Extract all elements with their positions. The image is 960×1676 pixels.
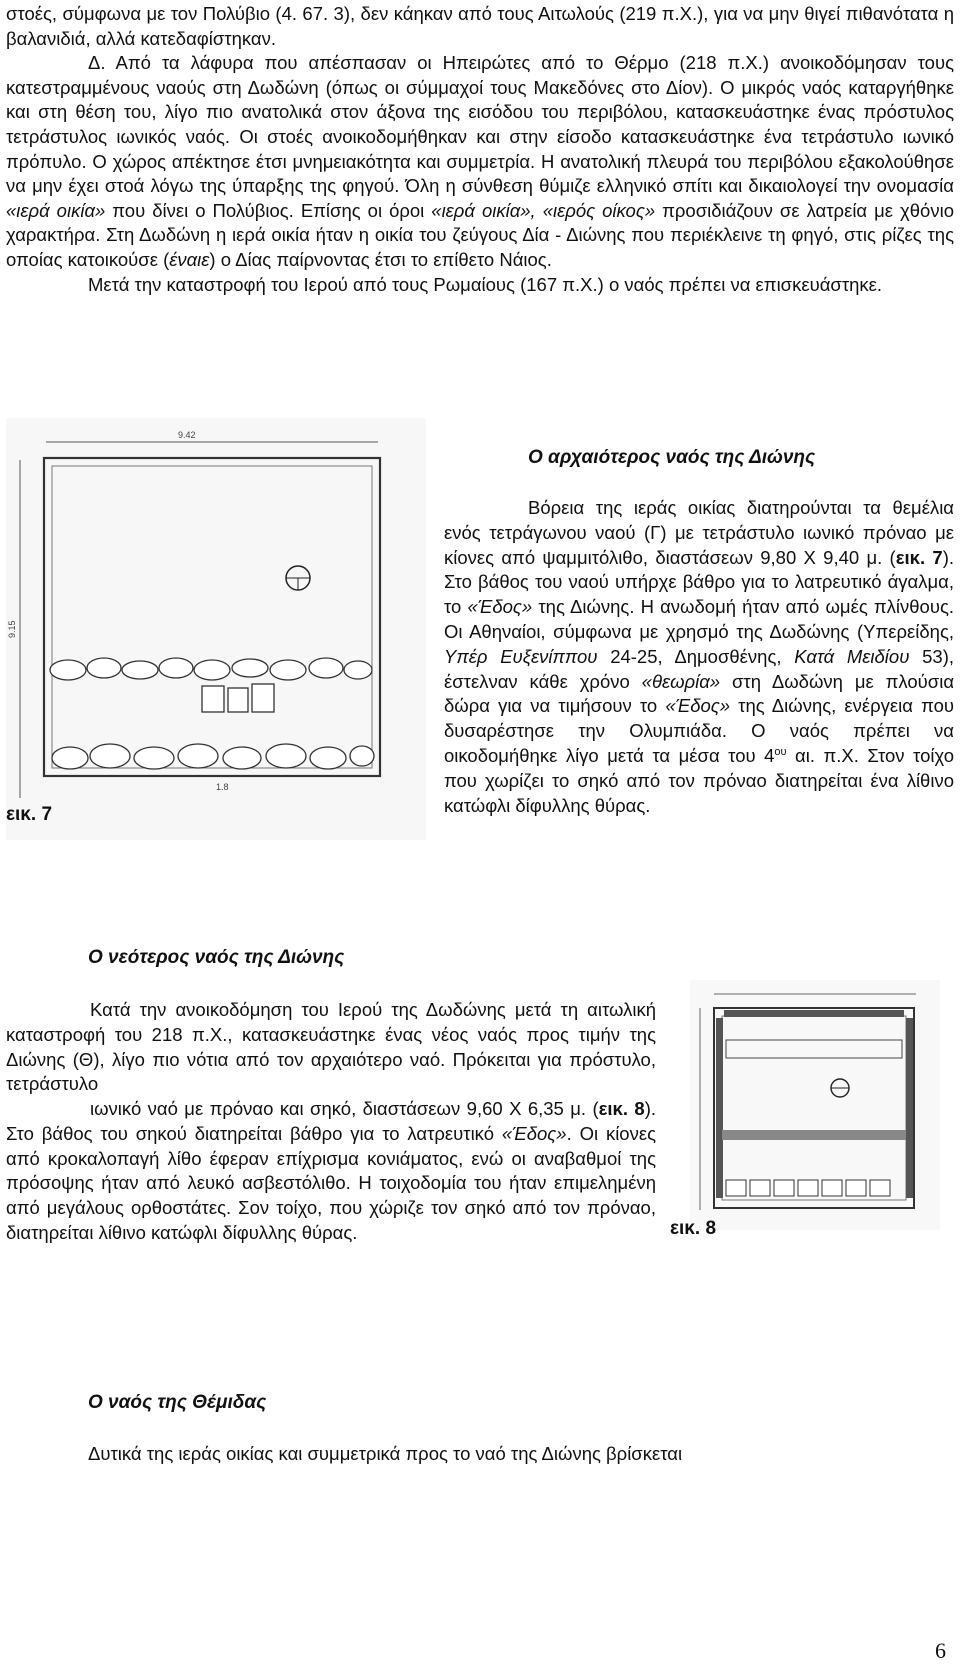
older-text-1: Βόρεια της ιεράς οικίας διατηρούνται τα θεμέλια ενός τετράγωνου ναού (Γ) με τετράστυλο ιωνικό πρόναο με κίονες από ψαμμιτόλιθο, διαστάσεων 9,80 Χ 9,40 μ. (: [444, 497, 954, 568]
themis-paragraph: Δυτικά της ιεράς οικίας και συμμετρικά προς το ναό της Διώνης βρίσκεται: [88, 1443, 683, 1464]
fig7-dim-left: 9.15: [7, 620, 17, 638]
older-work-2: Κατά Μειδίου: [794, 645, 910, 667]
intro-text-6: Μετά την καταστροφή του Ιερού από τους Ρωμαίους (167 π.Χ.) ο ναός πρέπει να επισκευάστηκε.: [88, 273, 883, 295]
intro-text-3: που δίνει ο Πολύβιος. Επίσης οι όροι: [105, 199, 432, 221]
older-text-3: της Διώνης. Η ανωδομή ήταν από ωμές πλίνθους. Οι Αθηναίοι, σύμφωνα με χρησμό της Δωδώνης (Υπερείδης,: [444, 596, 954, 642]
older-text-5: 53), έστελναν κάθε χρόνο: [444, 645, 954, 692]
intro-text-4: προσιδιάζουν σε λατρεία με χθόνιο χαρακτήρα. Στη Δωδώνη η ιερά οικία ήταν η οικία του ζεύγους Δία - Διώνης που περιέκλεινε τη φηγό, στις ρίζες της οποίας κατοικούσε (: [6, 199, 954, 270]
fig7-dim-top: 9.42: [178, 430, 196, 440]
intro-text-2: Δ. Από τα λάφυρα που απέσπασαν οι Ηπειρώτες από το Θέρμο (218 π.Χ.) ανοικοδόμησαν τους κατεστραμμένους ναούς στη Δωδώνη (όπως οι σύμμαχοί τους Μακεδόνες στο Δίον). Ο μικρός ναός καταργήθηκε και στη θέση του, λίγο πιο ανατολικά στον άξονα της εισόδου του περιβόλου, κατασκευάστηκε ένας πρόστυλος τετράστυλος ιωνικός ναός. Οι στοές ανοικοδομήθηκαν και στην είσοδο κατασκευάστηκε ένα τετράστυλο ιωνικό πρόπυλο. Ο χώρος απέκτησε έτσι μνημειακότητα και συμμετρία. Η ανατολική πλευρά του περιβόλου εξακολούθησε να μην έχει στοά λόγω της ύπαρξης της φηγού. Όλη η σύνθεση θύμιζε ελληνικό σπίτι και δικαιολογεί την ονομασία: [6, 52, 954, 197]
older-text-4: 24-25, Δημοσθένης,: [597, 645, 795, 667]
older-work-1: Υπέρ Ευξενίππου: [444, 645, 598, 667]
newer-temple-paragraph-2: [6, 1097, 656, 1246]
older-temple-paragraph: [444, 496, 954, 818]
older-edos-2: «Έδος»: [665, 695, 731, 717]
intro-italic-3: έναιε: [169, 248, 210, 270]
intro-paragraph: [6, 2, 954, 297]
older-text-8: αι. π.Χ. Στον τοίχο που χωρίζει το σηκό από τον πρόναο διατηρείται ένα λίθινο κατώφλι δίφυλλης θύρας.: [444, 744, 954, 816]
newer-text-2: ιωνικό ναό με πρόναο και σηκό, διαστάσεων 9,60 Χ 6,35 μ. (: [90, 1098, 599, 1119]
older-edos-1: «Έδος»: [467, 596, 533, 618]
intro-text-1: στοές, σύμφωνα με τον Πολύβιο (4. 67. 3), δεν κάηκαν από τους Αιτωλούς (219 π.Χ.), για να μην θιγεί πιθανότατα η βαλανιδιά, αλλά κατεδαφίστηκαν.: [6, 3, 954, 49]
newer-edos: «Έδος»: [501, 1122, 567, 1144]
heading-newer-temple: Ο νεότερος ναός της Διώνης: [88, 947, 345, 968]
older-text-7: της Διώνης, ενέργεια που δυσαρέστησε την Ολυμπιάδα. Ο ναός πρέπει να οικοδομήθηκε λίγο μετά τα μέσα του 4: [444, 695, 955, 766]
newer-text-3: ). Στο βάθος του σηκού διατηρείται βάθρο για το λατρευτικό: [6, 1098, 656, 1144]
fig7-dim-bottom: 1.8: [216, 782, 229, 792]
page-number: 6: [935, 1638, 946, 1663]
intro-text-5: ) ο Δίας παίρνοντας έτσι το επίθετο Νάιος.: [209, 248, 552, 270]
heading-themis-temple: Ο ναός της Θέμιδας: [88, 1392, 267, 1413]
newer-ref-fig8: εικ. 8: [598, 1098, 645, 1119]
figure-7-caption: εικ. 7: [6, 804, 53, 825]
newer-temple-paragraph-1: Κατά την ανοικοδόμηση του Ιερού της Δωδώνης μετά τη αιτωλική καταστροφή του 218 π.Χ., κατασκευάστηκε ένας νέος ναός προς τιμήν της Διώνης (Θ), λίγο πιο νότια από τον αρχαιότερο ναό. Πρόκειται για πρόστυλο, τετράστυλο: [6, 999, 656, 1095]
intro-italic-2: «ιερά οικία», «ιερός οίκος»: [431, 199, 656, 221]
older-theoria: «θεωρία»: [641, 670, 721, 692]
newer-text-4: . Οι κίονες από κροκαλοπαγή λίθο έφεραν επίχρισμα κονιάματος, ενώ οι αναβαθμοί της πρόσοψης ήταν από λευκό ασβεστόλιθο. Η τοιχοδομία του ήταν επιμελημένη από μεγάλους ορθοστάτες. Σον τοίχο, που χώριζε τον σηκό από τον πρόναο, διατηρείται λίθινο κατώφλι δίφυλλης θύρας.: [6, 1122, 657, 1243]
figure-7-drawing: [6, 418, 426, 840]
older-ref-fig7: εικ. 7: [895, 546, 943, 568]
heading-older-temple: Ο αρχαιότερος ναός της Διώνης: [528, 447, 816, 468]
figure-7-plan: [6, 418, 426, 840]
figure-8-drawing: [690, 980, 940, 1230]
figure-8-caption: εικ. 8: [670, 1218, 717, 1239]
older-text-6: στη Δωδώνη με πλούσια δώρα για να τιμήσουν το: [444, 670, 955, 717]
older-sup: ου: [774, 745, 787, 758]
older-text-2: ). Στο βάθος του ναού υπήρχε βάθρο για το λατρευτικό άγαλμα, το: [444, 546, 955, 618]
intro-italic-1: «ιερά οικία»: [6, 199, 106, 221]
figure-8-plan: [690, 980, 940, 1230]
